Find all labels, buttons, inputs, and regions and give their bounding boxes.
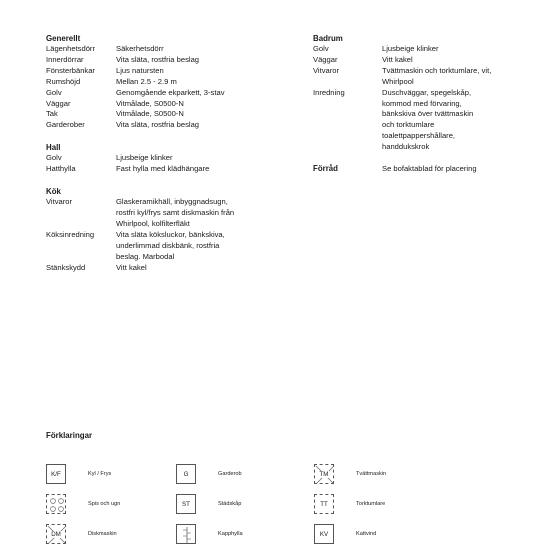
legend-item-diskmaskin [46, 523, 117, 545]
spec-value: Vitmålade, S0500-N [116, 109, 184, 119]
spec-key: Inredning [313, 87, 345, 97]
section-hall [46, 142, 266, 175]
spec-row [46, 109, 266, 120]
spec-row [313, 44, 513, 55]
spec-value: Vita släta, rostfria beslag [116, 120, 200, 130]
spec-key: Hatthylla [46, 164, 76, 174]
spec-value: Mellan 2.5 - 2.9 m [116, 76, 177, 86]
section-generellt [46, 33, 266, 131]
coat-rack-icon [176, 524, 196, 544]
legend-symbol-text: KV [319, 530, 329, 538]
loft-storage-icon [314, 524, 334, 544]
spec-row [46, 77, 266, 88]
tumble-dryer-icon [314, 494, 334, 514]
spec-row [46, 66, 266, 77]
spec-value: Fast hylla med klädhängare [116, 164, 210, 174]
legend-symbol-text: K/F [51, 470, 61, 478]
spec-key: Golv [46, 87, 62, 97]
spec-key: Stänkskydd [46, 262, 86, 272]
spec-value: Vitt kakel [116, 262, 147, 272]
spec-value: Glaskeramikhäll, inbyggnadsugn, rostfri kyl/frys samt diskmaskin från Whirlpool, kolfilterfläkt [116, 197, 235, 228]
legend-label: Kyl / Frys [88, 471, 112, 477]
spec-key: Rumshöjd [46, 76, 81, 86]
legend-title: Förklaringar [46, 431, 93, 440]
spec-value: Ljusbeige klinker [116, 153, 173, 163]
legend-item-kyl-frys [46, 463, 111, 485]
spec-value: Se bofaktablad för placering [382, 164, 477, 174]
wardrobe-icon [176, 464, 196, 484]
washing-machine-icon [314, 464, 334, 484]
spec-row [46, 197, 266, 230]
spec-value: Vitt kakel [382, 54, 413, 64]
legend-item-spis-ugn [46, 493, 120, 515]
legend-symbol-text: DM [51, 530, 61, 538]
legend-item-torktumlare [314, 493, 385, 515]
spec-row [313, 55, 513, 66]
legend-symbol-text: TT [320, 500, 328, 508]
spec-row [313, 88, 513, 153]
spec-value: Tvättmaskin och torktumlare, vit, Whirlpool [382, 65, 492, 86]
legend-item-kapphylla [176, 523, 243, 545]
spec-value: Ljusbeige klinker [382, 44, 439, 53]
spec-row [46, 120, 266, 131]
spec-value: Vita släta köksluckor, bänkskiva, underlimmad diskbänk, rostfria beslag. Marbodal [116, 229, 225, 261]
spec-value: Säkerhetsdörr [116, 44, 164, 53]
spec-key: Vitvaror [46, 197, 73, 207]
spec-key: Fönsterbänkar [46, 65, 95, 75]
spec-row [313, 66, 513, 88]
spec-key: Väggar [46, 98, 71, 108]
legend-item-kattvind [314, 523, 376, 545]
section-forrad [313, 164, 513, 175]
legend-item-stadskap [176, 493, 241, 515]
legend-symbol-text: G [183, 470, 189, 478]
spec-key: Väggar [313, 54, 338, 64]
spec-row [46, 88, 266, 99]
right-column [313, 33, 513, 175]
legend-label: Torktumlare [356, 501, 386, 507]
spec-value: Duschväggar, spegelskåp, kommod med förvaring, bänkskiva över tvättmaskin och torktumlare toalettpappershållare, handdukskrok [382, 87, 474, 152]
spec-key: Köksinredning [46, 229, 95, 239]
spec-value: Ljus natursten [116, 65, 164, 75]
legend-label: Spis och ugn [88, 501, 121, 507]
spec-key: Vitvaror [313, 65, 340, 75]
stove-oven-icon [46, 494, 66, 514]
legend-symbol-text: ST [182, 500, 190, 508]
legend-item-garderob [176, 463, 242, 485]
spec-row [46, 99, 266, 110]
legend [46, 430, 506, 551]
spec-row [46, 55, 266, 66]
legend-label: Städskåp [218, 501, 242, 507]
spec-key: Golv [46, 153, 62, 163]
spec-value: Genomgående ekparkett, 3-stav [116, 87, 225, 97]
spec-key: Garderober [46, 120, 85, 130]
spec-key: Golv [313, 44, 329, 53]
legend-symbol-text: TM [319, 470, 329, 478]
dishwasher-icon [46, 524, 66, 544]
spec-row [46, 164, 266, 175]
section-title-badrum: Badrum [313, 34, 343, 43]
spec-key: Innerdörrar [46, 54, 84, 64]
section-title-generellt: Generellt [46, 34, 81, 43]
spec-row [46, 153, 266, 164]
legend-item-tvattmaskin [314, 463, 386, 485]
spec-value: Vita släta, rostfria beslag [116, 54, 200, 64]
spec-value: Vitmålade, S0500-N [116, 98, 184, 108]
left-column [46, 33, 266, 284]
spec-key: Tak [46, 109, 58, 119]
legend-label: Garderob [218, 471, 242, 477]
cleaning-cabinet-icon [176, 494, 196, 514]
rows-generellt [46, 44, 266, 131]
spec-row [46, 44, 266, 55]
legend-grid [46, 451, 506, 551]
section-badrum [313, 33, 513, 153]
section-title-forrad: Förråd [313, 164, 338, 174]
spec-key: Lägenhetsdörr [46, 44, 95, 53]
legend-label: Kattvind [356, 531, 377, 537]
section-title-hall: Hall [46, 143, 61, 153]
spec-row [46, 230, 266, 263]
section-title-kok: Kök [46, 187, 61, 197]
fridge-freezer-icon [46, 464, 66, 484]
legend-label: Diskmaskin [88, 531, 117, 537]
section-kok [46, 186, 266, 273]
legend-label: Kapphylla [218, 531, 243, 537]
legend-label: Tvättmaskin [356, 471, 387, 477]
spec-row [46, 263, 266, 274]
